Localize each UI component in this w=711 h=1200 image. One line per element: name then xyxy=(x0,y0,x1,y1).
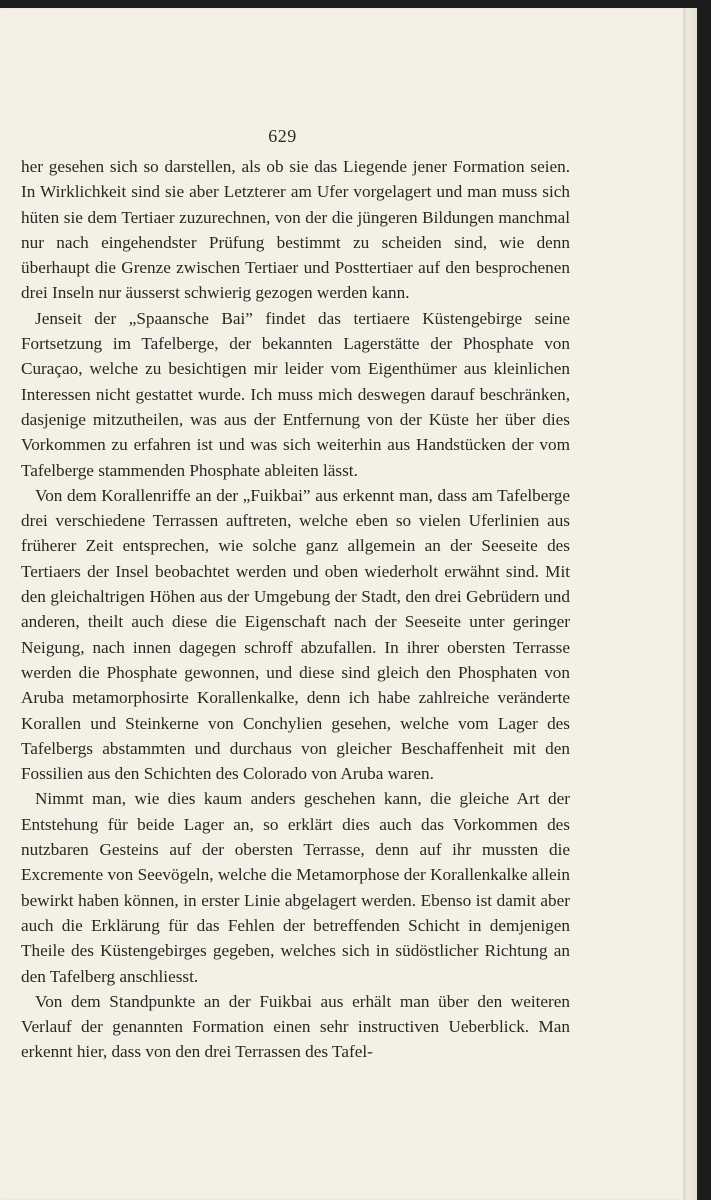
page-number: 629 xyxy=(268,126,297,146)
paragraph: Jenseit der „Spaansche Bai” findet das tertiaere Küstengebirge seine Fortsetzung im Tafelberge, der bekannten Lagerstätte der Phosphate von Curaçao, welche zu besichtigen mir leider vom Eigenthümer aus kleinlichen Interessen nicht gestattet wurde. Ich muss mich deswegen darauf beschränken, dasjenige mitzutheilen, was aus der Entfernung von der Küste her über dies Vorkommen zu erfahren ist und was sich weiterhin aus Handstücken der vom Tafelberge stammenden Phosphate ableiten lässt. xyxy=(21,308,570,480)
paragraph: Nimmt man, wie dies kaum anders geschehen kann, die gleiche Art der Entstehung für beide Lager an, so erklärt dies auch das Vorkommen des nutzbaren Gesteins auf der obersten Terrasse, denn auf ihr mussten die Excremente von Seevögeln, welche die Metamorphose der Korallenkalke allein bewirkt haben können, in erster Linie abgelagert werden. Ebenso ist damit aber auch die Erklärung für das Fehlen der betreffenden Schicht in demjenigen Theile des Küstengebirges gegeben, welches sich in südöstlicher Richtung an den Tafelberg anschliesst. xyxy=(21,789,570,986)
paragraph: Von dem Standpunkte an der Fuikbai aus erhält man über den weiteren Verlauf der genannten Formation einen sehr instructiven Ueberblick. Man erkennt hier, dass von den drei Terrassen des Tafel- xyxy=(21,991,570,1062)
paragraph: her gesehen sich so darstellen, als ob sie das Liegende jener Formation seien. In Wirklichkeit sind sie aber Letzterer am Ufer vorgelagert und man muss sich hüten sie dem Tertiaer zuzurechnen, von der die jüngeren Bildungen manchmal nur nach eingehendster Prüfung bestimmt zu scheiden sind, wie denn überhaupt die Grenze zwischen Tertiaer und Posttertiaer auf den besprochenen drei Inseln nur äusserst schwierig gezogen werden kann. xyxy=(21,157,570,303)
page-edge xyxy=(683,8,697,1200)
body-text xyxy=(21,154,570,1065)
paragraph: Von dem Korallenriffe an der „Fuikbai” aus erkennt man, dass am Tafelberge drei verschiedene Terrassen auftreten, welche eben so vielen Uferlinien aus früherer Zeit entsprechen, wie solche ganz allgemein an der Seeseite des Tertiaers der Insel beobachtet werden und oben wiederholt erwähnt sind. Mit den gleichaltrigen Höhen aus der Umgebung der Stadt, den drei Gebrüdern und anderen, theilt auch diese die Eigenschaft nach der Seeseite unter geringer Neigung, nach innen dagegen schroff abzufallen. In ihrer obersten Terrasse werden die Phosphate gewonnen, und diese sind gleich den Phosphaten von Aruba metamorphosirte Korallenkalke, denn ich habe zahlreiche veränderte Korallen und Steinkerne von Conchylien gesehen, welche vom Lager des Tafelbergs abstammten und durchaus von gleicher Beschaffenheit mit den Fossilien aus den Schichten des Colorado von Aruba waren. xyxy=(21,485,570,784)
book-page xyxy=(0,8,697,1200)
